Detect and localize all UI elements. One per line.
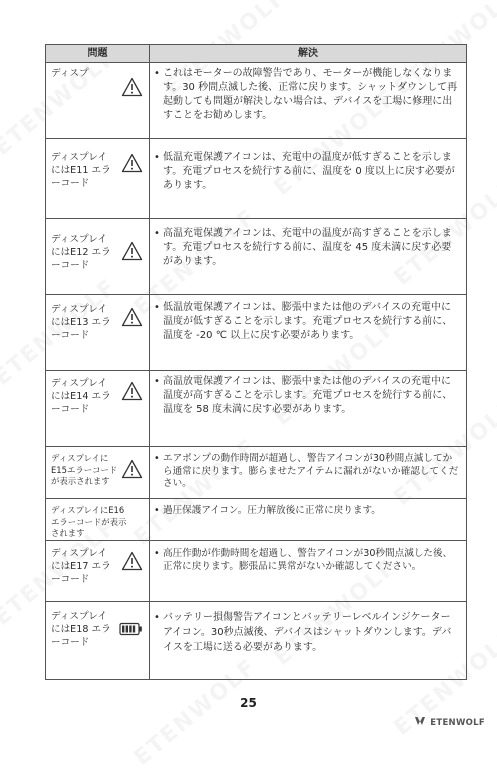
troubleshooting-table bbox=[45, 44, 467, 680]
list-item: • エアポンプの動作時間が超過し、警告アイコンが30秒間点滅してから通常に戻ります。膨らませたアイテムに漏れがないか確認してください。 bbox=[154, 453, 459, 489]
solution-cell bbox=[150, 371, 467, 447]
warning-icon bbox=[121, 307, 143, 331]
warning-icon bbox=[121, 153, 143, 177]
warning-icon bbox=[121, 77, 143, 101]
warning-icon bbox=[121, 381, 143, 405]
issue-text: ディスプレイにE15エラーコードが表示されます bbox=[51, 453, 118, 486]
issue-text: ディスプレイにはE17 エラーコード bbox=[51, 548, 111, 585]
table-row bbox=[46, 63, 467, 139]
warning-icon bbox=[121, 551, 143, 575]
issue-text: ディスプレイにはE18 エラーコード bbox=[51, 611, 111, 648]
list-item: • 高温放電保護アイコンは、膨張中または他のデバイスの充電中に温度が高すぎることを示します。充電プロセスを続行する前に、温度を 58 度未満に戻す必要があります。 bbox=[154, 375, 460, 417]
solution-text: 高温充電保護アイコンは、充電中の温度が高すぎることを示します。充電プロセスを続行する前に、温度を 45 度未満に戻す必要があります。 bbox=[163, 228, 452, 267]
table-row bbox=[46, 139, 467, 219]
issue-cell bbox=[46, 139, 150, 219]
list-item: • 低温充電保護アイコンは、充電中の温度が低すぎることを示します。充電プロセスを続行する前に、温度を 0 度以上に戻す必要があります。 bbox=[154, 151, 460, 193]
solution-text: これはモーターの故障警告であり、モーターが機能しなくなります。30 秒間点滅した後、正常に戻ります。シャットダウンして再起動しても問題が解決しない場合は、デバイスを工場に修理に出すことをお勧めします。 bbox=[163, 68, 458, 121]
issue-text: ディスプレイにはE12 エラーコード bbox=[51, 234, 111, 271]
issue-cell bbox=[46, 447, 150, 499]
solution-cell bbox=[150, 541, 467, 602]
issue-cell bbox=[46, 499, 150, 541]
brand-name: ETENWOLF bbox=[430, 717, 485, 728]
solution-text: 高圧作動が作動時間を超過し、警告アイコンが30秒間点滅した後、正常に戻ります。膨張品に異常がないか確認してください。 bbox=[163, 548, 453, 572]
list-item: • これはモーターの故障警告であり、モーターが機能しなくなります。30 秒間点滅した後、正常に戻ります。シャットダウンして再起動しても問題が解決しない場合は、デバイスを工場に修理に出すことをお勧めします。 bbox=[154, 67, 460, 123]
list-item: • 過圧保護アイコン。圧力解放後に正常に戻ります。 bbox=[154, 504, 460, 517]
warning-icon bbox=[121, 459, 143, 483]
header-issue: 問題 bbox=[46, 45, 150, 63]
warning-icon bbox=[121, 241, 143, 265]
list-item: • 高温充電保護アイコンは、充電中の温度が高すぎることを示します。充電プロセスを続行する前に、温度を 45 度未満に戻す必要があります。 bbox=[154, 227, 460, 269]
solution-cell bbox=[150, 139, 467, 219]
table-row bbox=[46, 541, 467, 602]
page-number: 25 bbox=[240, 696, 257, 710]
issue-text: ディスプ bbox=[51, 68, 89, 79]
solution-cell bbox=[150, 447, 467, 499]
issue-text: ディスプレイにE16エラーコードが表示されます bbox=[51, 505, 127, 538]
battery-icon bbox=[119, 622, 143, 640]
solution-text: 低温充電保護アイコンは、充電中の温度が低すぎることを示します。充電プロセスを続行する前に、温度を 0 度以上に戻す必要があります。 bbox=[163, 152, 455, 191]
wolf-logo-icon bbox=[414, 716, 426, 729]
header-solution: 解決 bbox=[150, 45, 467, 63]
table-row bbox=[46, 371, 467, 447]
table-row bbox=[46, 602, 467, 680]
solution-text: 過圧保護アイコン。圧力解放後に正常に戻ります。 bbox=[163, 505, 381, 516]
solution-text: 低温放電保護アイコンは、膨張中または他のデバイスの充電中に温度が低すぎることを示します。充電プロセスを続行する前に、温度を -20 ℃ 以上に戻す必要があります。 bbox=[163, 302, 453, 341]
solution-cell bbox=[150, 295, 467, 371]
list-item: • 低温放電保護アイコンは、膨張中または他のデバイスの充電中に温度が低すぎることを示します。充電プロセスを続行する前に、温度を -20 ℃ 以上に戻す必要があります。 bbox=[154, 301, 460, 343]
issue-cell bbox=[46, 371, 150, 447]
issue-text: ディスプレイにはE13 エラーコード bbox=[51, 304, 111, 341]
table-row bbox=[46, 499, 467, 541]
table-header-row bbox=[46, 45, 467, 63]
list-item: • 高圧作動が作動時間を超過し、警告アイコンが30秒間点滅した後、正常に戻ります。膨張品に異常がないか確認してください。 bbox=[154, 547, 460, 573]
table-row bbox=[46, 219, 467, 295]
solution-text: 高温放電保護アイコンは、膨張中または他のデバイスの充電中に温度が高すぎることを示します。充電プロセスを続行する前に、温度を 58 度未満に戻す必要があります。 bbox=[163, 376, 453, 415]
issue-text: ディスプレイにはE14 エラーコード bbox=[51, 378, 111, 415]
issue-cell bbox=[46, 541, 150, 602]
issue-cell bbox=[46, 63, 150, 139]
solution-cell bbox=[150, 63, 467, 139]
solution-cell bbox=[150, 219, 467, 295]
issue-text: ディスプレイにはE11 エラーコード bbox=[51, 152, 111, 189]
issue-cell bbox=[46, 219, 150, 295]
issue-cell bbox=[46, 295, 150, 371]
solution-cell bbox=[150, 602, 467, 680]
solution-text: バッテリー損傷警告アイコンとバッテリーレベルインジケーターアイコン。30秒点滅後、デバイスはシャットダウンします。デバイスを工場に送る必要があります。 bbox=[163, 612, 452, 653]
list-item: • バッテリー損傷警告アイコンとバッテリーレベルインジケーターアイコン。30秒点滅後、デバイスはシャットダウンします。デバイスを工場に送る必要があります。 bbox=[154, 610, 460, 655]
issue-cell bbox=[46, 602, 150, 680]
table-row bbox=[46, 447, 467, 499]
solution-cell bbox=[150, 499, 467, 541]
brand-logo bbox=[414, 716, 485, 729]
table-row bbox=[46, 295, 467, 371]
solution-text: エアポンプの動作時間が超過し、警告アイコンが30秒間点滅してから通常に戻ります。膨らませたアイテムに漏れがないか確認してください。 bbox=[163, 453, 459, 489]
